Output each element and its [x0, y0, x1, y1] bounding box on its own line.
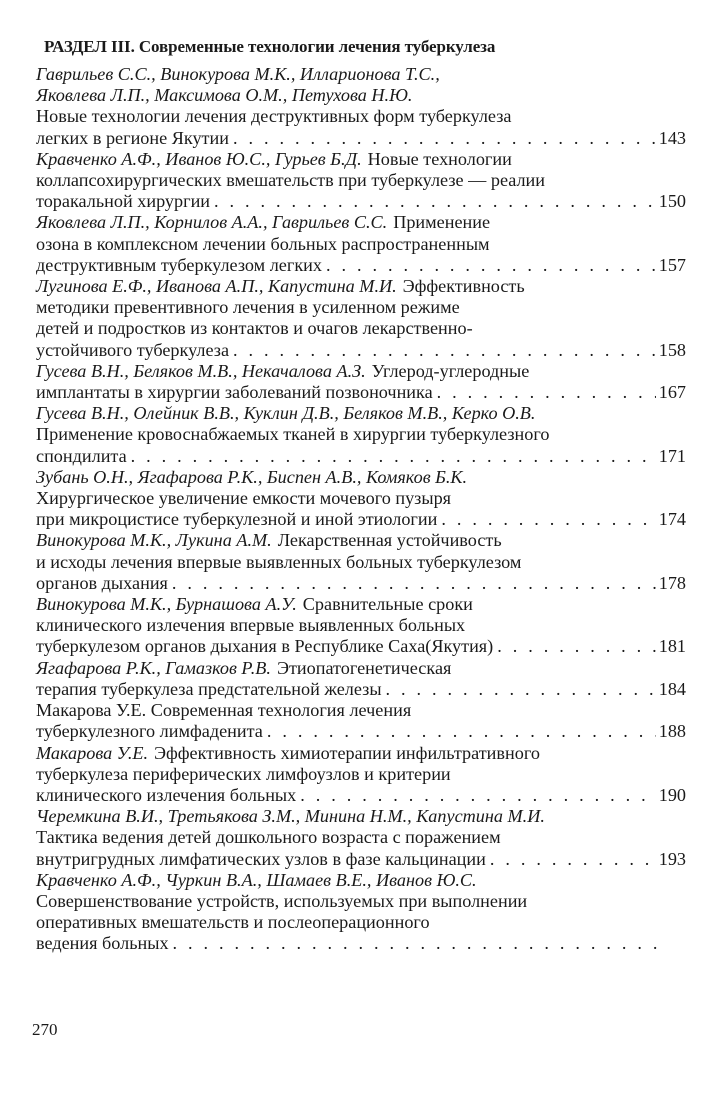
toc-line-with-page — [36, 446, 686, 467]
entry-title-start: Новые технологии — [367, 148, 512, 169]
dot-leader — [326, 255, 656, 276]
entry-title-line: Макарова У.Е. Современная технология лечения — [36, 700, 412, 721]
toc-line-with-page — [36, 128, 686, 149]
section-title: РАЗДЕЛ III. Современные технологии лечения туберкулеза — [44, 37, 496, 56]
entry-authors: Гаврильев С.С., Винокурова М.К., Илларионова Т.С., — [36, 64, 440, 84]
toc-line — [36, 552, 686, 573]
entry-authors: Зубань О.Н., Ягафарова Р.К., Биспен А.В., Комяков Б.К. — [36, 466, 468, 487]
toc-entry — [36, 276, 686, 361]
entry-page-number: 171 — [658, 445, 686, 466]
toc-line — [36, 891, 686, 912]
toc-line — [36, 64, 686, 85]
entry-page-number: 157 — [658, 254, 686, 275]
toc-entry — [36, 212, 686, 276]
toc-line — [36, 297, 686, 318]
toc-line — [36, 403, 686, 424]
toc-line — [36, 594, 686, 615]
dot-leader — [437, 382, 656, 403]
toc-line — [36, 234, 686, 255]
entry-title-line: Новые технологии лечения деструктивных форм туберкулеза — [36, 106, 512, 127]
dot-leader — [233, 128, 656, 149]
toc-entry — [36, 64, 686, 149]
dot-leader — [497, 636, 655, 657]
toc-entry — [36, 403, 686, 467]
entry-title-line: Применение кровоснабжаемых тканей в хирургии туберкулезного — [36, 424, 550, 445]
toc-line — [36, 827, 686, 848]
entry-page-number: 178 — [658, 572, 686, 593]
dot-leader — [172, 573, 656, 594]
entry-authors: Винокурова М.К., Бурнашова А.У. — [36, 594, 297, 615]
dot-leader — [214, 191, 656, 212]
entry-title-line: коллапсохирургических вмешательств при туберкулезе — реалии — [36, 170, 546, 191]
dot-leader — [386, 679, 656, 700]
entry-title-end: туберкулезом органов дыхания в Республике Саха(Якутия) — [36, 636, 494, 657]
entry-authors: Винокурова М.К., Лукина А.М. — [36, 530, 272, 551]
entry-page-number: 143 — [658, 127, 686, 148]
dot-leader — [441, 509, 655, 530]
entry-title-end: клинического излечения больных — [36, 784, 297, 805]
toc-line — [36, 106, 686, 127]
toc-line — [36, 488, 686, 509]
toc-line-with-page — [36, 849, 686, 870]
entry-title-line: детей и подростков из контактов и очагов лекарственно- — [36, 318, 473, 339]
entry-authors: Яковлева Л.П., Корнилов А.А., Гаврильев С.С. — [36, 212, 388, 233]
entry-authors: Яковлева Л.П., Максимова О.М., Петухова Н.Ю. — [36, 85, 413, 106]
toc-line — [36, 276, 686, 297]
toc-entry — [36, 467, 686, 531]
entry-title-start: Этиопатогенетическая — [276, 657, 452, 678]
toc-entry — [36, 149, 686, 213]
entry-title-start: Сравнительные сроки — [302, 594, 473, 615]
entry-title-start: Эффективность химиотерапии инфильтративного — [154, 742, 540, 763]
toc-line — [36, 149, 686, 170]
dot-leader — [267, 721, 656, 742]
entry-authors: Лугинова Е.Ф., Иванова А.П., Капустина М.И. — [36, 276, 397, 297]
dot-leader — [173, 933, 659, 954]
toc-entry — [36, 361, 686, 403]
entry-title-end: устойчивого туберкулеза — [36, 339, 230, 360]
entry-authors: Гусева В.Н., Беляков М.В., Некачалова А.З. — [36, 360, 366, 381]
toc-entry — [36, 658, 686, 700]
toc-line — [36, 658, 686, 679]
toc-entry — [36, 806, 686, 870]
entry-authors: Кравченко А.Ф., Иванов Ю.С., Гурьев Б.Д. — [36, 148, 362, 169]
entry-title-end: торакальной хирургии — [36, 191, 211, 212]
dot-leader — [490, 849, 656, 870]
entry-page-number: 188 — [658, 721, 686, 742]
toc-line — [36, 743, 686, 764]
entry-title-line: оперативных вмешательств и послеоперационного — [36, 912, 430, 933]
entry-page-number: 167 — [658, 382, 686, 403]
entry-page-number: 181 — [658, 636, 686, 657]
entry-title-end: легких в регионе Якутии — [36, 127, 229, 148]
toc-entry — [36, 530, 686, 594]
toc-line-with-page — [36, 785, 686, 806]
toc-line-with-page — [36, 573, 686, 594]
entry-authors: Черемкина В.И., Третьякова З.М., Минина Н.М., Капустина М.И. — [36, 806, 545, 827]
toc-line-with-page — [36, 636, 686, 657]
entry-title-end: спондилита — [36, 445, 127, 466]
toc-line — [36, 700, 686, 721]
toc-line — [36, 870, 686, 891]
entry-title-start: Применение — [393, 212, 491, 233]
entry-title-end: органов дыхания — [36, 572, 168, 593]
toc-line — [36, 530, 686, 551]
toc-entry — [36, 870, 686, 955]
entry-title-line: туберкулеза периферических лимфоузлов и критерии — [36, 763, 451, 784]
toc-line-with-page — [36, 679, 686, 700]
entry-title-end: при микроцистисе туберкулезной и иной этиологии — [36, 509, 438, 530]
toc-line-with-page — [36, 340, 686, 361]
entry-page-number: 190 — [658, 784, 686, 805]
toc-line — [36, 424, 686, 445]
entry-authors: Кравченко А.Ф., Чуркин В.А., Шамаев В.Е., Иванов Ю.С. — [36, 869, 477, 890]
entry-title-end: деструктивным туберкулезом легких — [36, 254, 322, 275]
entry-title-line: Хирургическое увеличение емкости мочевого пузыря — [36, 488, 452, 509]
toc-line — [36, 467, 686, 488]
entry-title-start: Лекарственная устойчивость — [277, 530, 502, 551]
entry-title-start: Углерод-углеродные — [371, 360, 530, 381]
entry-title-end: внутригрудных лимфатических узлов в фазе кальцинации — [36, 848, 486, 869]
page-number: 270 — [32, 1020, 58, 1039]
entry-title-end: имплантаты в хирургии заболеваний позвоночника — [36, 382, 433, 403]
toc-entries — [36, 64, 686, 955]
entry-title-line: методики превентивного лечения в усиленном режиме — [36, 297, 460, 318]
toc-line-with-page — [36, 255, 686, 276]
toc-line — [36, 85, 686, 106]
toc-line-with-page — [36, 509, 686, 530]
toc-line-with-page — [36, 721, 686, 742]
entry-title-end: туберкулезного лимфаденита — [36, 721, 263, 742]
toc-line-with-page — [36, 382, 686, 403]
dot-leader — [233, 340, 656, 361]
toc-line — [36, 912, 686, 933]
toc-line — [36, 615, 686, 636]
dot-leader — [300, 785, 655, 806]
entry-title-line: Тактика ведения детей дошкольного возраста с поражением — [36, 827, 501, 848]
toc-entry — [36, 743, 686, 807]
toc-entry — [36, 700, 686, 742]
entry-page-number: 174 — [658, 509, 686, 530]
toc-line — [36, 806, 686, 827]
entry-page-number: 193 — [658, 848, 686, 869]
dot-leader — [131, 446, 656, 467]
toc-entry — [36, 594, 686, 658]
toc-page — [36, 36, 686, 955]
toc-line-with-page — [36, 933, 686, 954]
toc-line — [36, 212, 686, 233]
entry-page-number: 150 — [658, 191, 686, 212]
entry-authors: Гусева В.Н., Олейник В.В., Куклин Д.В., Беляков М.В., Керко О.В. — [36, 403, 536, 424]
entry-title-end: терапия туберкулеза предстательной железы — [36, 678, 382, 699]
entry-authors: Макарова У.Е. — [36, 742, 149, 763]
entry-authors: Ягафарова Р.К., Гамазков Р.В. — [36, 657, 271, 678]
entry-title-line: клинического излечения впервые выявленных больных — [36, 615, 466, 636]
entry-title-line: и исходы лечения впервые выявленных больных туберкулезом — [36, 551, 522, 572]
entry-page-number: 158 — [658, 339, 686, 360]
entry-title-start: Эффективность — [402, 276, 525, 297]
toc-line-with-page — [36, 191, 686, 212]
toc-line — [36, 170, 686, 191]
toc-line — [36, 318, 686, 339]
entry-title-end: ведения больных — [36, 933, 169, 954]
entry-title-line: озона в комплексном лечении больных распространенным — [36, 233, 490, 254]
toc-line — [36, 764, 686, 785]
entry-title-line: Совершенствование устройств, используемых при выполнении — [36, 890, 528, 911]
toc-line — [36, 361, 686, 382]
entry-page-number: 184 — [658, 678, 686, 699]
